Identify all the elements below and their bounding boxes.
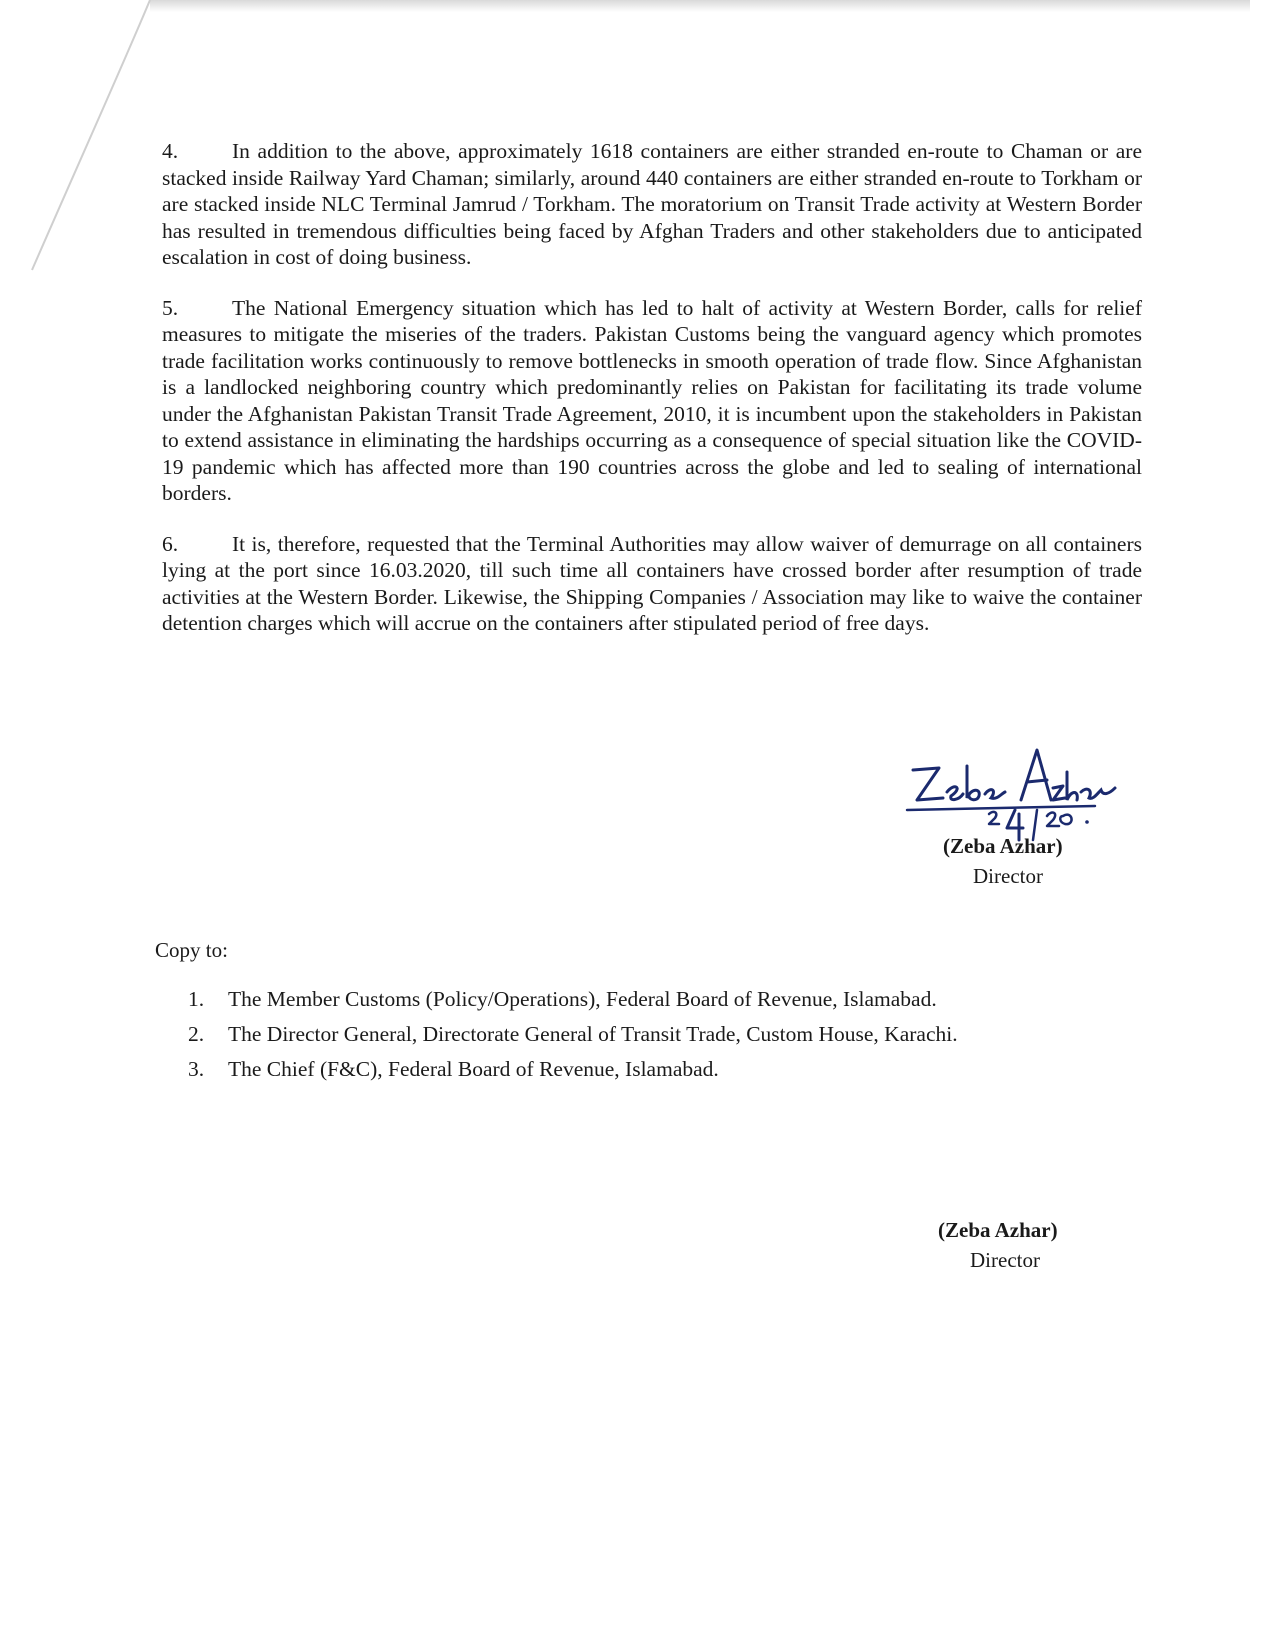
list-item-text: The Member Customs (Policy/Operations), Federal Board of Revenue, Islamabad. — [228, 987, 937, 1011]
paragraph-number: 6. — [162, 531, 179, 556]
list-item-number: 1. — [188, 987, 205, 1011]
paragraph-number: 5. — [162, 295, 179, 320]
paragraph-number: 4. — [162, 139, 179, 163]
list-item-number: 2. — [188, 1022, 205, 1046]
letter-body — [162, 138, 1142, 661]
signature-block — [905, 748, 1145, 896]
paragraph-5 — [162, 295, 1142, 507]
scan-top-shadow — [150, 0, 1250, 12]
footer-signatory-name: (Zeba Azhar) — [938, 1218, 1058, 1242]
footer-signatory-title: Director — [970, 1248, 1040, 1272]
list-item-text: The Chief (F&C), Federal Board of Revenue, Islamabad. — [228, 1057, 719, 1081]
paragraph-text: The National Emergency situation which has led to halt of activity at Western Border, calls for relief measures to mitigate the miseries of the traders. Pakistan Customs being the vanguard agency which promotes trade facilitation works continuously to remove bottlenecks in smooth operation of trade flow. Since Afghanistan is a landlocked neighboring country which predominantly relies on Pakistan for facilitating its trade volume under the Afghanistan Pakistan Transit Trade Agreement, 2010, it is incumbent upon the stakeholders in Pakistan to extend assistance in eliminating the hardships occurring as a consequence of special situation like the COVID-19 pandemic which has affected more than 190 countries across the globe and led to sealing of international borders. — [162, 295, 1142, 505]
paragraph-text: In addition to the above, approximately 1618 containers are either stranded en-route to Chaman or are stacked inside Railway Yard Chaman; similarly, around 440 containers are either stranded en-route to Torkham or are stacked inside NLC Terminal Jamrud / Torkham. The moratorium on Transit Trade activity at Western Border has resulted in tremendous difficulties being faced by Afghan Traders and other stakeholders due to anticipated escalation in cost of doing business. — [162, 139, 1142, 269]
list-item — [188, 1052, 1088, 1087]
scan-edge-line — [0, 0, 160, 280]
list-item-text: The Director General, Directorate General of Transit Trade, Custom House, Karachi. — [228, 1022, 958, 1046]
signatory-title: Director — [973, 864, 1043, 888]
signatory-name: (Zeba Azhar) — [943, 834, 1063, 858]
handwritten-signature — [905, 748, 1145, 848]
paragraph-6 — [162, 531, 1142, 637]
list-item — [188, 982, 1088, 1017]
copy-to-label: Copy to: — [155, 938, 228, 962]
paragraph-text: It is, therefore, requested that the Terminal Authorities may allow waiver of demurrage on all containers lying at the port since 16.03.2020, till such time all containers have crossed border after resumption of trade activities at the Western Border. Likewise, the Shipping Companies / Association may like to waive the container detention charges which will accrue on the containers after stipulated period of free days. — [162, 531, 1142, 635]
list-item-number: 3. — [188, 1057, 205, 1081]
copy-to-list — [188, 982, 1088, 1087]
paragraph-4 — [162, 138, 1142, 271]
list-item — [188, 1017, 1088, 1052]
